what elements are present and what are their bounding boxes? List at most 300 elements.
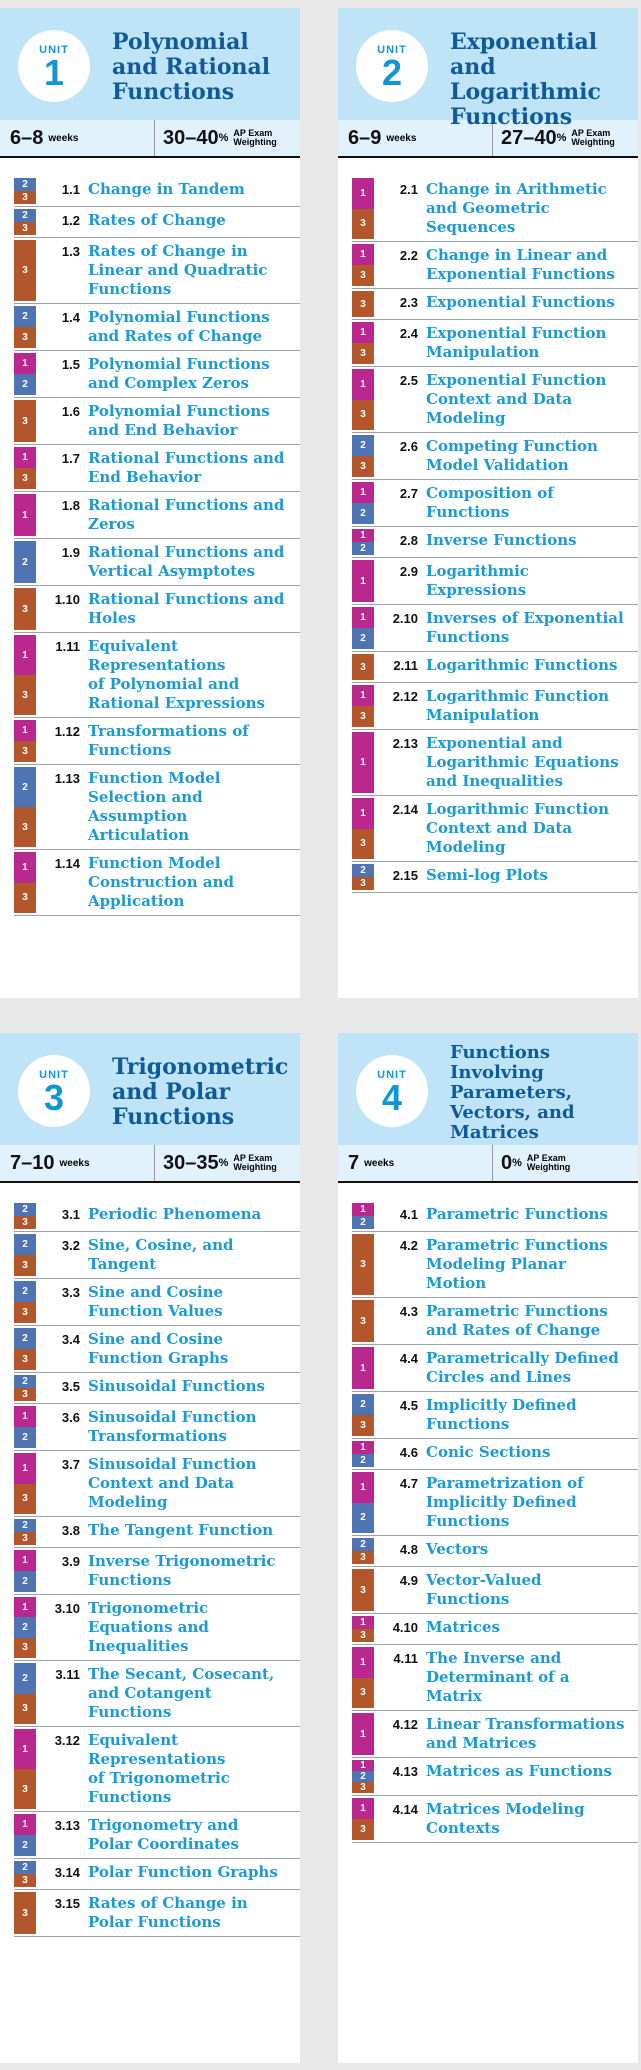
topic-title[interactable]: Logarithmic Expressions	[426, 562, 529, 599]
skill-level-1: 1	[352, 244, 374, 265]
skill-level-bar	[14, 400, 36, 442]
skill-level-bar	[14, 1375, 36, 1401]
skill-level-bar	[14, 209, 36, 235]
topic-row[interactable]	[352, 1439, 638, 1470]
topic-row[interactable]	[14, 1326, 300, 1373]
topic-row[interactable]	[14, 1727, 300, 1812]
skill-level-bar	[14, 1234, 36, 1276]
unit-header	[0, 8, 300, 120]
topic-number: 1.9	[61, 545, 80, 560]
topic-title[interactable]: The Secant, Cosecant, and Cotangent Functions	[88, 1665, 275, 1721]
skill-level-3: 3	[14, 883, 36, 914]
topic-title[interactable]: Exponential and Logarithmic Equations and Inequalities	[426, 734, 619, 790]
skill-level-3: 3	[14, 400, 36, 442]
topic-title[interactable]: Change in Arithmetic and Geometric Sequences	[426, 180, 607, 236]
skill-level-2: 2	[14, 306, 36, 327]
topic-row[interactable]	[352, 683, 638, 730]
skill-level-bar	[352, 1300, 374, 1342]
skill-level-bar	[14, 1203, 36, 1229]
skill-level-3: 3	[14, 741, 36, 762]
topic-title[interactable]: Sinusoidal Function Transformations	[88, 1408, 257, 1445]
topic-title[interactable]: Exponential Function Manipulation	[426, 324, 607, 361]
topic-title[interactable]: Inverses of Exponential Functions	[426, 609, 624, 646]
topic-title[interactable]: Function Model Selection and Assumption Articulation	[88, 769, 221, 844]
skill-level-bar	[352, 1203, 374, 1229]
skill-level-1: 1	[14, 1729, 36, 1769]
unit-label: UNIT	[377, 44, 407, 56]
skill-level-2: 2	[352, 1503, 374, 1534]
topic-number: 3.6	[61, 1410, 80, 1425]
skill-level-2: 2	[14, 1835, 36, 1856]
unit-number: 1	[43, 52, 65, 93]
skill-level-1: 1	[14, 1814, 36, 1835]
skill-level-bar	[14, 1406, 36, 1448]
topic-title[interactable]: Exponential Function Context and Data Modeling	[426, 371, 607, 427]
topic-number: 4.5	[399, 1398, 418, 1413]
topic-row[interactable]	[352, 289, 638, 320]
topic-number: 1.1	[61, 182, 80, 197]
unit-meta	[0, 120, 300, 158]
topic-title[interactable]: Polynomial Functions and End Behavior	[88, 402, 270, 439]
skill-level-1: 1	[14, 852, 36, 883]
topic-row[interactable]	[14, 1232, 300, 1279]
skill-level-bar	[352, 1569, 374, 1611]
topic-title[interactable]: Sine, Cosine, and Tangent	[88, 1236, 234, 1273]
topic-title[interactable]: Semi-log Plots	[426, 866, 548, 884]
skill-level-bar	[352, 529, 374, 555]
topic-number: 2.10	[392, 611, 418, 626]
unit-meta	[0, 1145, 300, 1183]
topic-title[interactable]: Rational Functions and Vertical Asymptotes	[88, 543, 285, 580]
topic-number: 1.8	[61, 498, 80, 513]
skill-level-2: 2	[352, 1394, 374, 1415]
topic-title[interactable]: Polynomial Functions and Complex Zeros	[88, 355, 270, 392]
skill-level-2: 2	[14, 374, 36, 395]
topic-title[interactable]: Rates of Change	[88, 211, 226, 229]
topic-row[interactable]	[14, 1201, 300, 1232]
skill-level-3: 3	[14, 1769, 36, 1809]
skill-level-2: 2	[14, 1427, 36, 1448]
topic-title[interactable]: Trigonometry and Polar Coordinates	[88, 1816, 240, 1853]
skill-level-bar	[14, 852, 36, 913]
skill-level-2: 2	[352, 1538, 374, 1551]
skill-level-3: 3	[14, 222, 36, 235]
topic-number: 1.7	[61, 451, 80, 466]
weighting-box	[155, 1152, 285, 1175]
skill-level-2: 2	[14, 1234, 36, 1255]
topic-row[interactable]	[352, 1796, 638, 1843]
skill-level-bar	[352, 1616, 374, 1642]
topic-title[interactable]: Matrices	[426, 1618, 500, 1636]
unit-panel-4	[338, 1033, 638, 2063]
topic-row[interactable]	[14, 850, 300, 916]
skill-level-3: 3	[352, 291, 374, 317]
topic-title[interactable]: Sinusoidal Function Context and Data Modeling	[88, 1455, 257, 1511]
topic-title[interactable]: Sine and Cosine Function Values	[88, 1283, 224, 1320]
skill-level-bar	[14, 1663, 36, 1724]
topic-number: 2.1	[399, 182, 418, 197]
topic-row[interactable]	[352, 796, 638, 862]
topic-title[interactable]: Rational Functions and Zeros	[88, 496, 285, 533]
skill-level-bar	[14, 494, 36, 536]
topic-title[interactable]: Parametrically Defined Circles and Lines	[426, 1349, 619, 1386]
topic-title[interactable]: Logarithmic Function Context and Data Modeling	[426, 800, 609, 856]
skill-level-1: 1	[352, 685, 374, 706]
topic-number: 1.5	[61, 357, 80, 372]
skill-level-bar	[14, 240, 36, 301]
unit-badge	[356, 30, 428, 102]
topic-title[interactable]: Inverse Trigonometric Functions	[88, 1552, 276, 1589]
topic-row[interactable]	[14, 492, 300, 539]
topic-row[interactable]	[14, 238, 300, 304]
topic-row[interactable]	[14, 1548, 300, 1595]
skill-level-2: 2	[14, 541, 36, 583]
topic-row[interactable]	[352, 1392, 638, 1439]
topic-title[interactable]: Sinusoidal Functions	[88, 1377, 265, 1395]
topic-number: 2.6	[399, 439, 418, 454]
topic-row[interactable]	[14, 176, 300, 207]
topic-row[interactable]	[352, 1758, 638, 1796]
skill-level-2: 2	[352, 1454, 374, 1467]
topic-title[interactable]: Polar Function Graphs	[88, 1863, 278, 1881]
topic-title[interactable]: The Inverse and Determinant of a Matrix	[426, 1649, 570, 1705]
topic-number: 1.11	[55, 639, 80, 654]
topic-row[interactable]	[14, 1517, 300, 1548]
skill-level-bar	[352, 1538, 374, 1564]
unit-title: Functions Involving Parameters, Vectors, and Matrices	[450, 1042, 575, 1143]
topic-number: 4.4	[399, 1351, 418, 1366]
topic-title[interactable]: Transformations of Functions	[88, 722, 249, 759]
topic-number: 4.6	[399, 1445, 418, 1460]
skill-level-2: 2	[352, 503, 374, 524]
topic-row[interactable]	[14, 1661, 300, 1727]
skill-level-2: 2	[14, 1203, 36, 1216]
skill-level-bar	[14, 1729, 36, 1809]
topic-row[interactable]	[352, 862, 638, 893]
topic-row[interactable]	[14, 445, 300, 492]
topic-row[interactable]	[14, 398, 300, 445]
weeks-box	[0, 120, 155, 156]
topic-row[interactable]	[352, 433, 638, 480]
topic-number: 4.10	[392, 1620, 418, 1635]
topic-row[interactable]	[14, 1373, 300, 1404]
topic-number: 2.12	[392, 689, 418, 704]
skill-level-3: 3	[14, 1484, 36, 1515]
skill-level-bar	[352, 1713, 374, 1755]
topic-list	[0, 1183, 300, 1937]
topic-title[interactable]: Logarithmic Function Manipulation	[426, 687, 609, 724]
topic-row[interactable]	[352, 527, 638, 558]
skill-level-3: 3	[14, 1532, 36, 1545]
topic-row[interactable]	[352, 605, 638, 652]
topic-row[interactable]	[14, 718, 300, 765]
skill-level-1: 1	[352, 607, 374, 628]
topic-row[interactable]	[14, 1279, 300, 1326]
skill-level-3: 3	[14, 1638, 36, 1658]
skill-level-3: 3	[352, 1782, 374, 1793]
topic-title[interactable]: Matrices Modeling Contexts	[426, 1800, 585, 1837]
skill-level-1: 1	[352, 1713, 374, 1755]
topic-number: 1.2	[61, 213, 80, 228]
weeks-value: 7–10	[10, 1151, 55, 1174]
skill-level-bar	[352, 732, 374, 793]
topic-row[interactable]	[14, 633, 300, 718]
topic-title[interactable]: Polynomial Functions and Rates of Change	[88, 308, 270, 345]
skill-level-3: 3	[14, 468, 36, 489]
unit-label: UNIT	[377, 1069, 407, 1081]
unit-number: 4	[381, 1077, 403, 1118]
skill-level-1: 1	[14, 635, 36, 675]
topic-number: 4.2	[399, 1238, 418, 1253]
topic-number: 2.15	[392, 868, 418, 883]
topic-number: 2.13	[392, 736, 418, 751]
topic-row[interactable]	[352, 367, 638, 433]
unit-header	[0, 1033, 300, 1145]
topic-title[interactable]: Rational Functions and Holes	[88, 590, 285, 627]
topic-title[interactable]: Logarithmic Functions	[426, 656, 618, 674]
topic-title[interactable]: Parametric Functions	[426, 1205, 608, 1223]
skill-level-1: 1	[14, 447, 36, 468]
skill-level-1: 1	[14, 720, 36, 741]
skill-level-bar	[352, 798, 374, 859]
topic-title[interactable]: Rates of Change in Linear and Quadratic Functions	[88, 242, 268, 298]
skill-level-2: 2	[14, 209, 36, 222]
topic-row[interactable]	[352, 730, 638, 796]
skill-level-3: 3	[14, 807, 36, 847]
skill-level-bar	[352, 291, 374, 317]
topic-row[interactable]	[352, 652, 638, 683]
topic-title[interactable]: Exponential Functions	[426, 293, 615, 311]
skill-level-3: 3	[14, 1216, 36, 1229]
skill-level-3: 3	[14, 1388, 36, 1401]
skill-level-1: 1	[352, 1203, 374, 1216]
weighting-box	[493, 1152, 579, 1175]
topic-title[interactable]: Change in Tandem	[88, 180, 245, 198]
skill-level-3: 3	[352, 1569, 374, 1611]
topic-row[interactable]	[352, 1614, 638, 1645]
topic-number: 3.5	[61, 1379, 80, 1394]
skill-level-2: 2	[14, 1861, 36, 1874]
skill-level-bar	[352, 435, 374, 477]
topic-title[interactable]: Equivalent Representations of Polynomial and Rational Expressions	[88, 637, 265, 712]
topic-row[interactable]	[14, 351, 300, 398]
weighting-label: AP Exam Weighting	[233, 1153, 277, 1172]
skill-level-2: 2	[352, 1216, 374, 1229]
topic-row[interactable]	[352, 1232, 638, 1298]
skill-level-bar	[14, 178, 36, 204]
skill-level-bar	[14, 1550, 36, 1592]
skill-level-bar	[352, 685, 374, 727]
topic-row[interactable]	[14, 1451, 300, 1517]
skill-level-bar	[14, 767, 36, 847]
skill-level-1: 1	[14, 1550, 36, 1571]
skill-level-bar	[352, 322, 374, 364]
skill-level-3: 3	[14, 327, 36, 348]
topic-number: 1.12	[54, 724, 80, 739]
skill-level-1: 1	[14, 353, 36, 374]
unit-header	[338, 1033, 638, 1145]
skill-level-2: 2	[352, 542, 374, 555]
skill-level-bar	[352, 607, 374, 649]
skill-level-3: 3	[352, 400, 374, 431]
topic-row[interactable]	[352, 320, 638, 367]
topic-number: 2.8	[399, 533, 418, 548]
topic-row[interactable]	[352, 1298, 638, 1345]
skill-level-bar	[14, 1861, 36, 1887]
topic-number: 2.2	[399, 248, 418, 263]
skill-level-1: 1	[352, 1647, 374, 1678]
topic-title[interactable]: Periodic Phenomena	[88, 1205, 262, 1223]
topic-title[interactable]: Matrices as Functions	[426, 1762, 612, 1780]
topic-number: 4.11	[393, 1651, 418, 1666]
skill-level-1: 1	[352, 732, 374, 793]
skill-level-2: 2	[352, 1771, 374, 1782]
skill-level-bar	[352, 1394, 374, 1436]
skill-level-1: 1	[352, 369, 374, 400]
skill-level-3: 3	[352, 1551, 374, 1564]
skill-level-bar	[352, 560, 374, 602]
topic-row[interactable]	[14, 1859, 300, 1890]
skill-level-3: 3	[352, 1629, 374, 1642]
skill-level-bar	[352, 1760, 374, 1793]
skill-level-bar	[352, 482, 374, 524]
topic-row[interactable]	[352, 480, 638, 527]
topic-title[interactable]: Competing Function Model Validation	[426, 437, 598, 474]
topic-number: 2.4	[399, 326, 418, 341]
topic-number: 1.4	[61, 310, 80, 325]
unit-panel-2	[338, 8, 638, 998]
skill-level-1: 1	[14, 1597, 36, 1617]
skill-level-bar	[352, 654, 374, 680]
skill-level-1: 1	[352, 1441, 374, 1454]
skill-level-2: 2	[14, 1663, 36, 1694]
topic-title[interactable]: Sine and Cosine Function Graphs	[88, 1330, 229, 1367]
skill-level-2: 2	[352, 628, 374, 649]
weighting-value: 0	[501, 1151, 513, 1174]
topic-number: 1.3	[61, 244, 80, 259]
topic-row[interactable]	[14, 1890, 300, 1937]
topic-row[interactable]	[352, 1470, 638, 1536]
topic-title[interactable]: Vectors	[426, 1540, 489, 1558]
skill-level-2: 2	[352, 864, 374, 877]
skill-level-3: 3	[352, 456, 374, 477]
topic-title[interactable]: The Tangent Function	[88, 1521, 274, 1539]
skill-level-2: 2	[14, 1281, 36, 1302]
topic-title[interactable]: Parametrization of Implicitly Defined Functions	[426, 1474, 584, 1530]
topic-number: 3.7	[61, 1457, 80, 1472]
skill-level-3: 3	[352, 1819, 374, 1840]
topic-row[interactable]	[352, 1645, 638, 1711]
topic-list	[0, 158, 300, 916]
skill-level-1: 1	[352, 529, 374, 542]
skill-level-bar	[352, 1441, 374, 1467]
skill-level-3: 3	[352, 1678, 374, 1709]
skill-level-1: 1	[352, 1798, 374, 1819]
topic-title[interactable]: Linear Transformations and Matrices	[426, 1715, 625, 1752]
topic-row[interactable]	[352, 1345, 638, 1392]
skill-level-bar	[14, 1814, 36, 1856]
skill-level-bar	[14, 1281, 36, 1323]
topic-title[interactable]: Implicitly Defined Functions	[426, 1396, 577, 1433]
skill-level-bar	[14, 1453, 36, 1514]
topic-number: 4.7	[399, 1476, 418, 1491]
skill-level-1: 1	[352, 1760, 374, 1771]
topic-title[interactable]: Change in Linear and Exponential Functions	[426, 246, 615, 283]
topic-title[interactable]: Equivalent Representations of Trigonometric Functions	[88, 1731, 230, 1806]
topic-number: 2.14	[392, 802, 418, 817]
topic-row[interactable]	[352, 1711, 638, 1758]
topic-row[interactable]	[14, 765, 300, 850]
topic-title[interactable]: Inverse Functions	[426, 531, 577, 549]
skill-level-bar	[14, 1892, 36, 1934]
weeks-box	[0, 1145, 155, 1181]
skill-level-3: 3	[14, 588, 36, 630]
topic-row[interactable]	[14, 1812, 300, 1859]
topic-title[interactable]: Vector-Valued Functions	[426, 1571, 542, 1608]
skill-level-2: 2	[14, 1375, 36, 1388]
topic-row[interactable]	[352, 1567, 638, 1614]
topic-row[interactable]	[14, 586, 300, 633]
topic-row[interactable]	[14, 539, 300, 586]
skill-level-2: 2	[352, 435, 374, 456]
topic-number: 3.9	[61, 1554, 80, 1569]
topic-row[interactable]	[352, 1201, 638, 1232]
topic-number: 3.3	[61, 1285, 80, 1300]
topic-row[interactable]	[352, 558, 638, 605]
skill-level-1: 1	[352, 322, 374, 343]
topic-row[interactable]	[14, 1595, 300, 1661]
weeks-label: weeks	[364, 1157, 395, 1169]
topic-number: 4.3	[399, 1304, 418, 1319]
topic-title[interactable]: Parametric Functions and Rates of Change	[426, 1302, 608, 1339]
unit-number: 2	[381, 52, 403, 93]
topic-row[interactable]	[352, 176, 638, 242]
skill-level-2: 2	[14, 1328, 36, 1349]
skill-level-3: 3	[352, 1300, 374, 1342]
percent-sign: %	[512, 1157, 522, 1169]
topic-row[interactable]	[14, 1404, 300, 1451]
skill-level-3: 3	[14, 1349, 36, 1370]
topic-number: 3.10	[54, 1601, 80, 1616]
topic-row[interactable]	[14, 207, 300, 238]
topic-title[interactable]: Conic Sections	[426, 1443, 551, 1461]
weeks-box	[338, 1145, 493, 1181]
skill-level-3: 3	[352, 654, 374, 680]
topic-title[interactable]: Trigonometric Equations and Inequalities	[88, 1599, 209, 1655]
percent-sign: %	[556, 132, 567, 144]
topic-title[interactable]: Parametric Functions Modeling Planar Motion	[426, 1236, 608, 1292]
weeks-label: weeks	[48, 132, 79, 144]
skill-level-bar	[14, 541, 36, 583]
weighting-box	[155, 127, 285, 150]
unit-number: 3	[43, 1077, 65, 1118]
unit-panel-1	[0, 8, 300, 998]
topic-title[interactable]: Rational Functions and End Behavior	[88, 449, 285, 486]
weeks-label: weeks	[59, 1157, 90, 1169]
topic-row[interactable]	[14, 304, 300, 351]
topic-title[interactable]: Composition of Functions	[426, 484, 554, 521]
topic-number: 3.14	[54, 1865, 80, 1880]
skill-level-bar	[352, 1647, 374, 1708]
topic-title[interactable]: Rates of Change in Polar Functions	[88, 1894, 248, 1931]
topic-title[interactable]: Function Model Construction and Application	[88, 854, 235, 910]
topic-row[interactable]	[352, 242, 638, 289]
unit-badge	[18, 1055, 90, 1127]
topic-number: 4.8	[399, 1542, 418, 1557]
skill-level-3: 3	[352, 1234, 374, 1295]
topic-row[interactable]	[352, 1536, 638, 1567]
topic-number: 4.9	[399, 1573, 418, 1588]
